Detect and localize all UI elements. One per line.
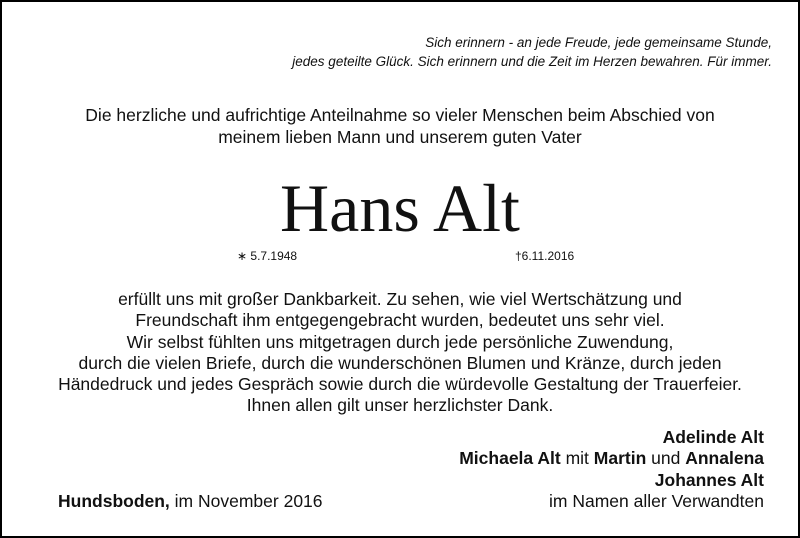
motto-line-1: Sich erinnern - an jede Freude, jede gemeinsame Stunde, bbox=[425, 35, 772, 50]
thanks-line-5: Händedruck und jedes Gespräch sowie durch die würdevolle Gestaltung der Trauerfeier. bbox=[58, 374, 742, 395]
death-date: †6.11.2016 bbox=[515, 249, 575, 263]
signer-annalena: Annalena bbox=[685, 448, 764, 469]
birth-date: ∗ 5.7.1948 bbox=[237, 249, 298, 263]
thanks-line-6: Ihnen allen gilt unser herzlichster Dank. bbox=[246, 395, 554, 416]
thanks-line-1: erfüllt uns mit großer Dankbarkeit. Zu sehen, wie viel Wertschätzung und bbox=[118, 289, 682, 309]
place-town: Hundsboden, bbox=[58, 491, 170, 511]
thanks-line-3: Wir selbst fühlten uns mitgetragen durch jede persönliche Zuwendung, bbox=[126, 331, 674, 352]
motto-quote bbox=[212, 33, 772, 71]
signer-relatives: im Namen aller Verwandten bbox=[549, 490, 764, 511]
deceased-name: Hans Alt bbox=[280, 170, 520, 246]
motto-line-2: jedes geteilte Glück. Sich erinnern und die Zeit im Herzen bewahren. Für immer. bbox=[292, 54, 772, 69]
intro-text bbox=[0, 104, 800, 148]
connector-mit: mit bbox=[565, 448, 589, 469]
signer-adelinde: Adelinde Alt bbox=[662, 427, 764, 447]
signer-line-2 bbox=[459, 448, 764, 469]
thanks-text bbox=[0, 289, 800, 417]
intro-line-1: Die herzliche und aufrichtige Anteilnahme so vieler Menschen beim Abschied von bbox=[85, 105, 715, 125]
thanks-line-2: Freundschaft ihm entgegengebracht wurden, bedeutet uns sehr viel. bbox=[135, 310, 665, 331]
place-date bbox=[58, 491, 323, 512]
signer-michaela: Michaela Alt bbox=[459, 448, 561, 469]
signer-johannes: Johannes Alt bbox=[654, 469, 764, 490]
signer-martin: Martin bbox=[593, 448, 647, 469]
intro-line-2: meinem lieben Mann und unserem guten Vater bbox=[218, 127, 582, 147]
signers-block bbox=[459, 427, 764, 512]
place-date-text: im November 2016 bbox=[174, 491, 323, 511]
thanks-line-4: durch die vielen Briefe, durch die wunderschönen Blumen und Kränze, durch jeden bbox=[78, 352, 722, 373]
connector-und: und bbox=[651, 448, 681, 469]
